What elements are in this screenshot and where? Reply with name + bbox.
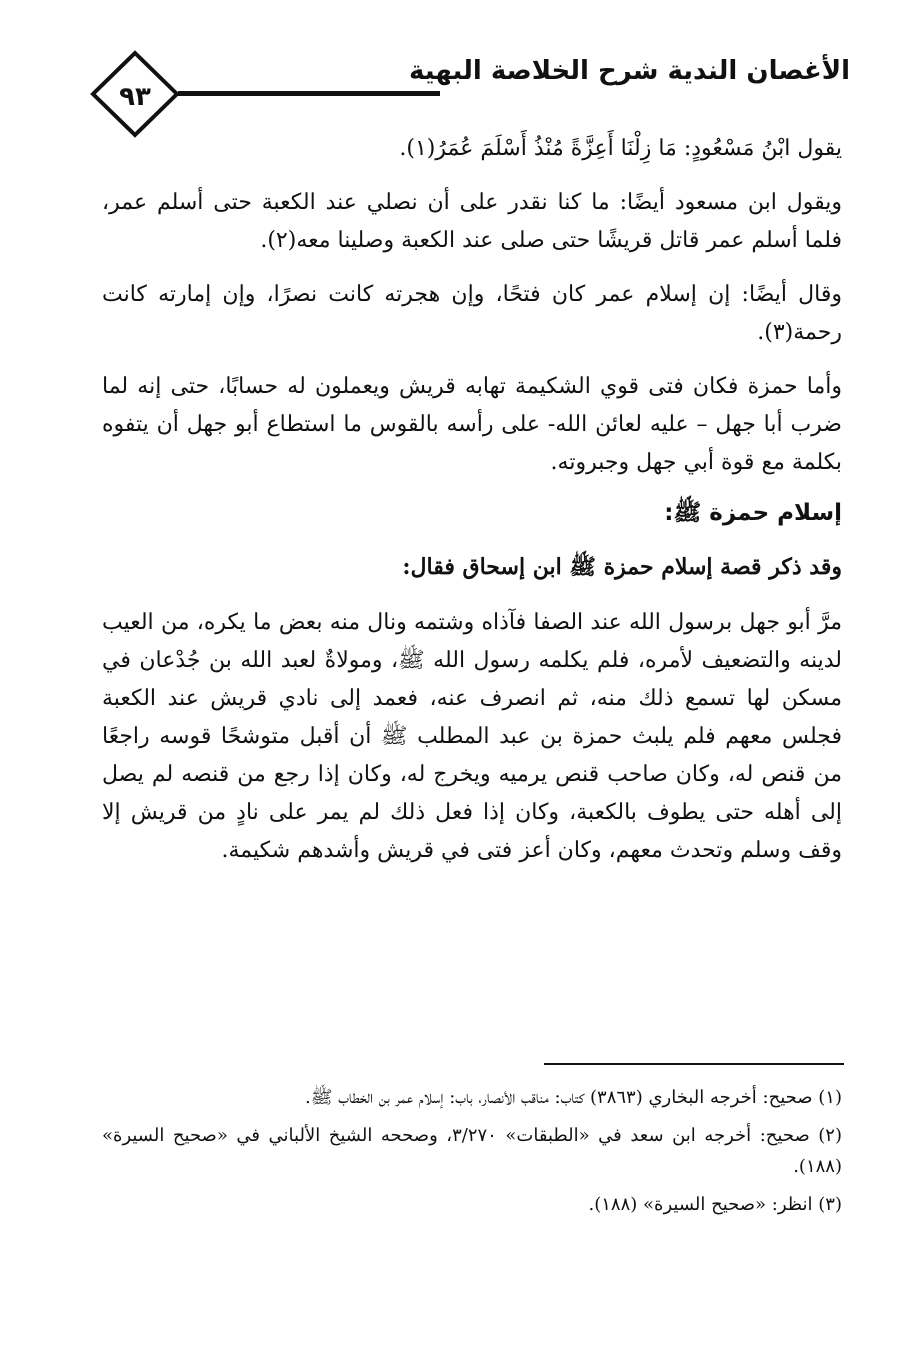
footnote-1: (١) صحيح: أخرجه البخاري (٣٨٦٣) كتاب: مناقب الأنصار، باب: إسلام عمر بن الخطاب ﷺ. (305, 1087, 842, 1108)
book-title: الأغصان الندية شرح الخلاصة البهية (408, 56, 850, 86)
footnotes (102, 1082, 842, 1227)
page-header (90, 50, 850, 140)
main-text (102, 130, 842, 886)
section-intro: وقد ذكر قصة إسلام حمزة ﷺ ابن إسحاق فقال: (402, 554, 842, 580)
footnote-3: (٣) انظر: «صحيح السيرة» (١٨٨). (588, 1194, 842, 1215)
paragraph-ibn-masud-prayer: ويقول ابن مسعود أيضًا: ما كنا نقدر على أن نصلي عند الكعبة حتى أسلم عمر، فلما أسلم عمر قاتل قريشًا حتى صلى عند الكعبة وصلينا معه(٢). (102, 190, 842, 253)
diamond-frame-icon (90, 50, 180, 140)
paragraph-ibn-masud-quote: يقول ابْنُ مَسْعُودٍ: مَا زِلْنَا أَعِزَّةً مُنْذُ أَسْلَمَ عُمَرُ(١). (399, 136, 842, 161)
paragraph-story: مرَّ أبو جهل برسول الله عند الصفا فآذاه وشتمه ونال منه بعض ما يكره، من العيب لدينه والتضعيف لأمره، فلم يكلمه رسول الله ﷺ، ومولاةٌ لعبد الله بن جُدْعان في مسكن لها تسمع ذلك منه، ثم انصرف عنه، فعمد إلى نادي قريش عند الكعبة فجلس معهم فلم يلبث حمزة بن عبد المطلب ﷺ أن أقبل متوشحًا قوسه راجعًا من قنص له، وكان صاحب قنص يرميه ويخرج له، وكان إذا رجع من قنصه لم يصل إلى أهله حتى يطوف بالكعبة، وكان إذا فعل ذلك لم يمر على نادٍ من قريش إلا وقف وسلم وتحدث معهم، وكان أعز فتى في قريش وأشدهم شكيمة. (102, 610, 842, 863)
header-rule (178, 91, 440, 96)
paragraph-umar-conversion: وقال أيضًا: إن إسلام عمر كان فتحًا، وإن هجرته كانت نصرًا، وإن إمارته كانت رحمة(٣). (102, 282, 842, 345)
page-number: ٩٣ (119, 82, 151, 112)
paragraph-hamza-description: وأما حمزة فكان فتى قوي الشكيمة تهابه قريش ويعملون له حسابًا، حتى إنه لما ضرب أبا جهل – عليه لعائن الله- على رأسه بالقوس ما استطاع أبو جهل أن يتفوه بكلمة مع قوة أبي جهل وجبروته. (102, 374, 842, 475)
footnote-separator (544, 1063, 844, 1065)
page-number-badge (90, 50, 180, 140)
footnote-2: (٢) صحيح: أخرجه ابن سعد في «الطبقات» ٣/٢٧٠، وصححه الشيخ الألباني في «صحيح السيرة» (١٨٨). (102, 1125, 842, 1177)
section-heading: إسلام حمزة ﷺ: (664, 500, 842, 526)
